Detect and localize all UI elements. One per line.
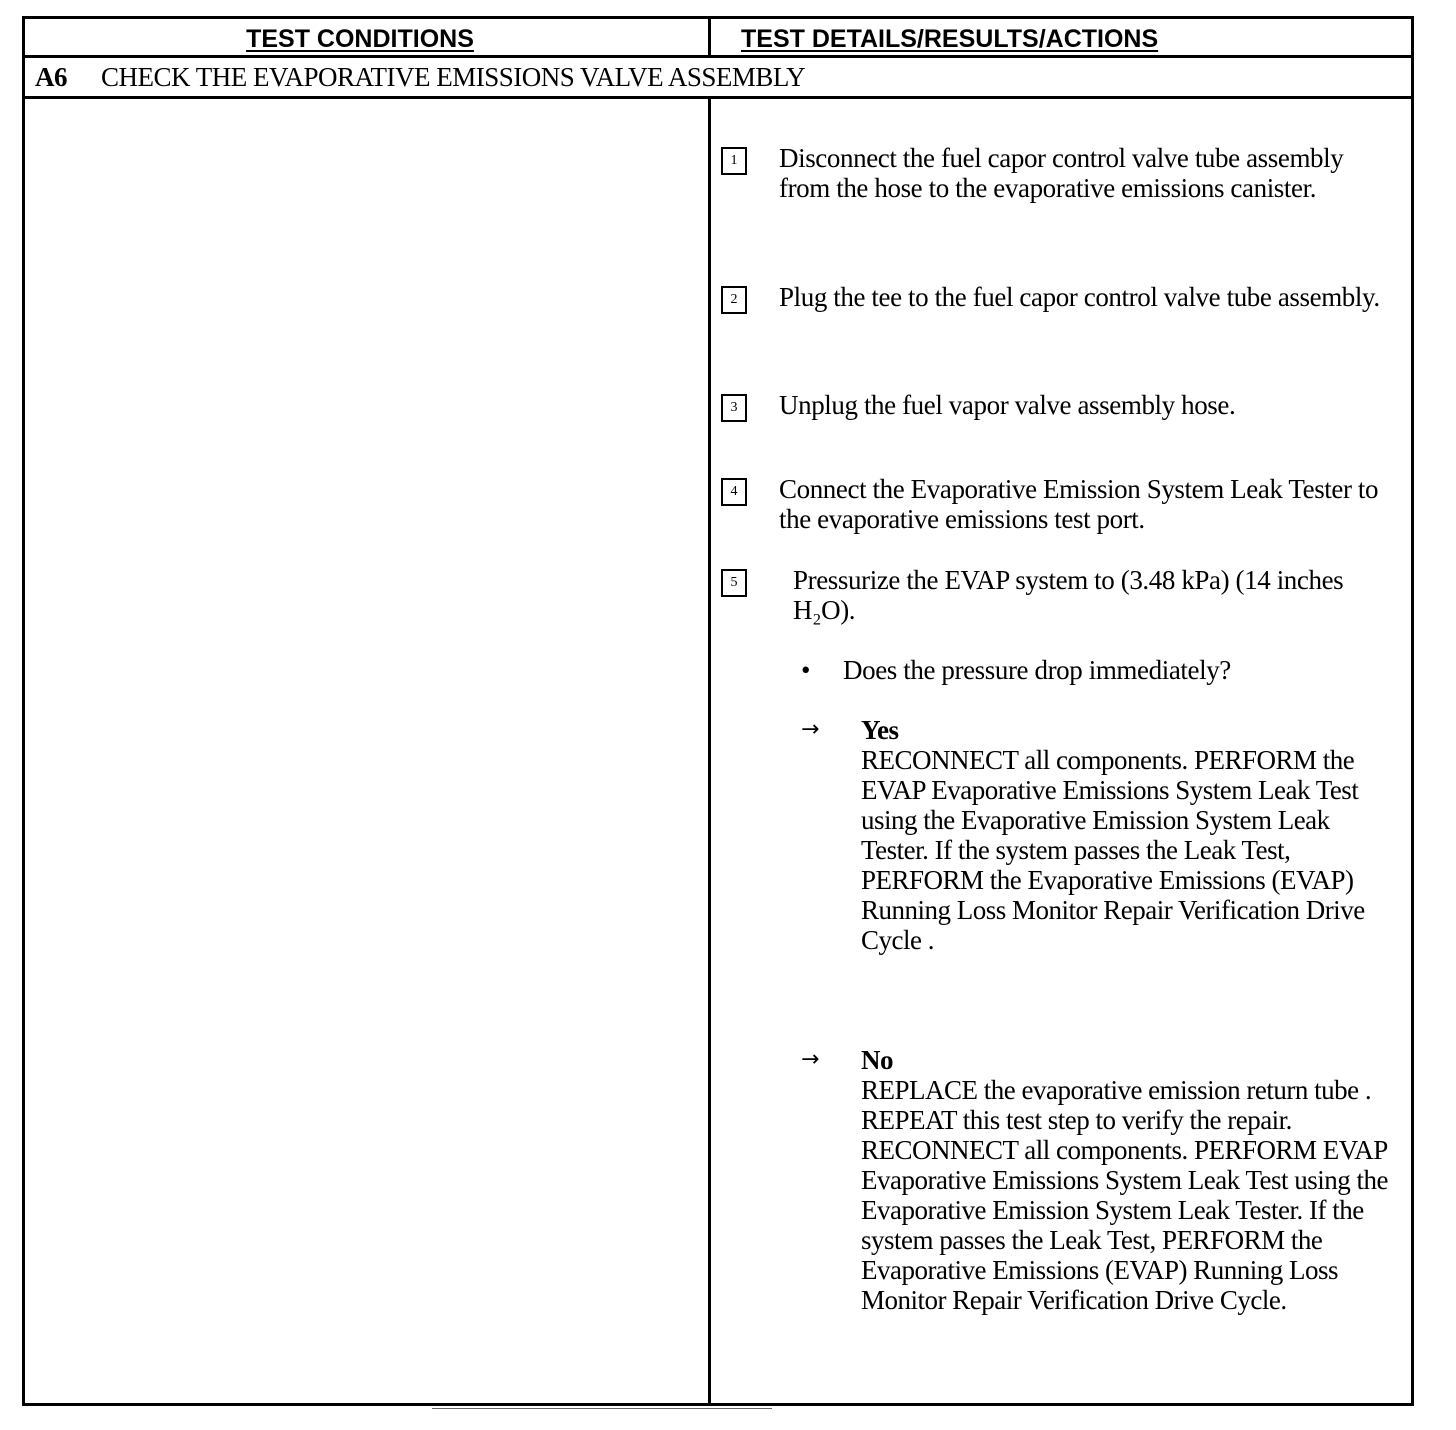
test-details-cell <box>711 99 1411 1403</box>
arrow-right-icon: → <box>801 1047 819 1072</box>
section-title-text: CHECK THE EVAPORATIVE EMISSIONS VALVE ASSEMBLY <box>101 62 806 92</box>
arrow-right-icon: → <box>801 717 819 742</box>
outcome-no-label: No <box>861 1045 893 1075</box>
test-step-table <box>22 16 1414 1406</box>
step-number-box: 3 <box>721 394 747 422</box>
step-text: Plug the tee to the fuel capor control valve tube assembly. <box>779 282 1380 312</box>
step-text: Disconnect the fuel capor control valve tube assembly from the hose to the evaporative emissions canister. <box>779 143 1344 203</box>
outcome-yes-label: Yes <box>861 715 899 745</box>
section-id: A6 <box>35 62 67 92</box>
test-conditions-header: TEST CONDITIONS <box>246 25 474 53</box>
step-text: Pressurize the EVAP system to (3.48 kPa) (14 inches H₂O). <box>793 565 1344 625</box>
section-title <box>35 59 805 95</box>
scan-artifact-line <box>432 1408 772 1409</box>
outcome-no-text: REPLACE the evaporative emission return tube . REPEAT this test step to verify the repair. RECONNECT all components. PERFORM EVAP Evaporative Emissions System Leak Test using the Evaporative Emission System Leak Tester. If the system passes the Leak Test, PERFORM the Evaporative Emissions (EVAP) Running Loss Monitor Repair Verification Drive Cycle. <box>861 1075 1389 1315</box>
bullet: • <box>801 655 811 685</box>
step-number-box: 5 <box>721 569 747 597</box>
step-number-box: 4 <box>721 478 747 506</box>
test-conditions-cell <box>25 99 708 1403</box>
header-divider <box>25 55 1411 58</box>
test-details-header: TEST DETAILS/RESULTS/ACTIONS <box>741 25 1159 53</box>
step-number-box: 2 <box>721 286 747 314</box>
step-text: Connect the Evaporative Emission System Leak Tester to the evaporative emissions test port. <box>779 474 1379 534</box>
question-text: Does the pressure drop immediately? <box>843 655 1231 685</box>
outcome-yes-text: RECONNECT all components. PERFORM the EVAP Evaporative Emissions System Leak Test using the Evaporative Emission System Leak Tester. If the system passes the Leak Test, PERFORM the Evaporative Emissions (EVAP) Running Loss Monitor Repair Verification Drive Cycle . <box>861 745 1365 955</box>
step-number-box: 1 <box>721 147 747 175</box>
step-text: Unplug the fuel vapor valve assembly hose. <box>779 390 1236 420</box>
